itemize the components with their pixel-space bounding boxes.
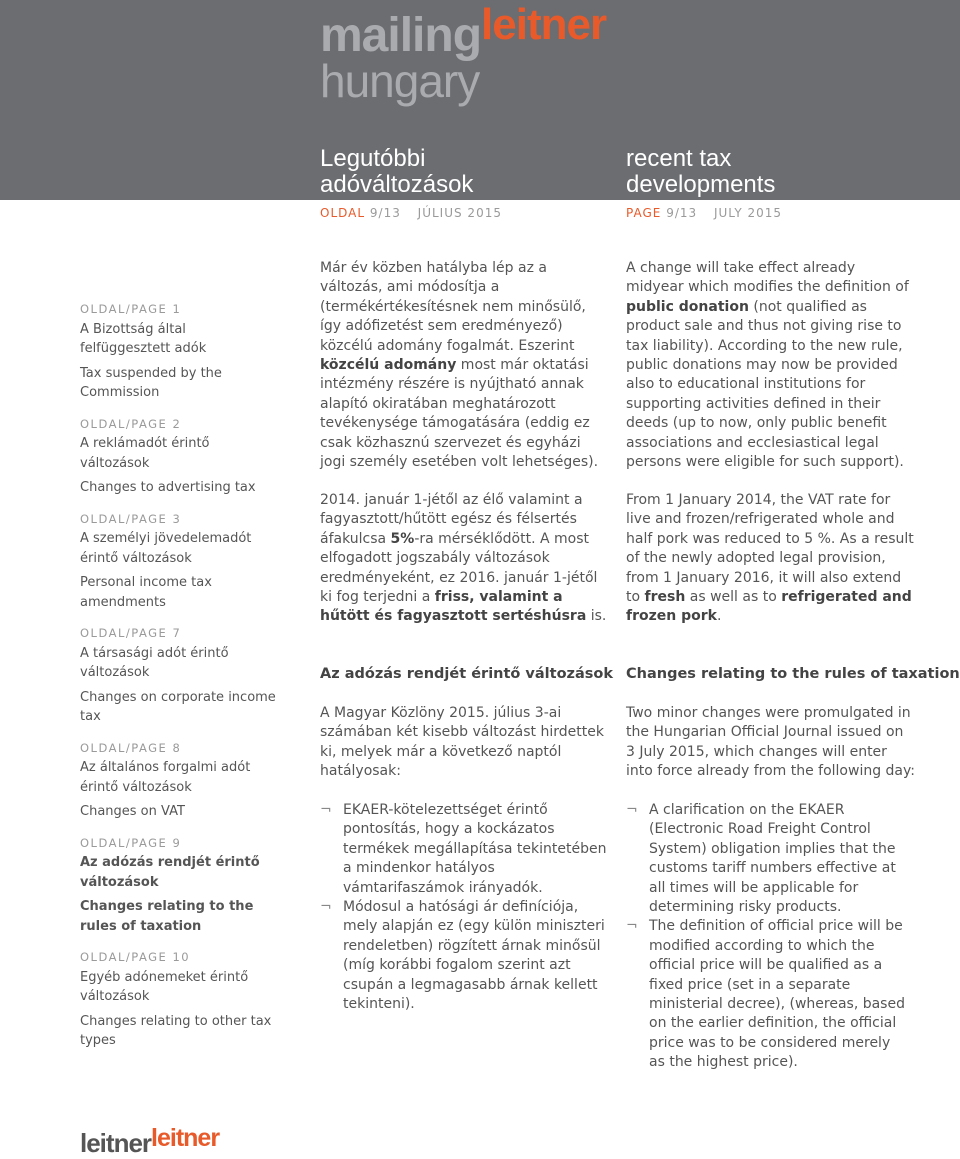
toc-title-hu: Az általános forgalmi adót érintő változások xyxy=(80,760,251,795)
toc-title-hu: A reklámadót érintő változások xyxy=(80,436,210,471)
toc-page-label: OLDAL/PAGE 8 xyxy=(80,740,182,755)
list-item: ¬ A clarification on the EKAER (Electronic Road Freight Control System) obligation implies that the customs tariff numbers effective at all times will be applicable for determining risky products. xyxy=(626,802,896,916)
footer-logo xyxy=(80,1124,220,1159)
footer-logo-dark: leitner xyxy=(80,1128,152,1158)
title-hu-line2: adóváltozások xyxy=(320,171,474,198)
toc-title-en: Changes relating to other tax types xyxy=(80,1013,272,1048)
toc-entry-page-3[interactable] xyxy=(80,510,280,613)
toc-entry-page-7[interactable] xyxy=(80,624,280,727)
toc-title-en: Tax suspended by the Commission xyxy=(80,365,222,400)
header-band xyxy=(0,0,960,200)
brand-mailing: mailing xyxy=(320,9,482,62)
en-paragraph-1: A change will take effect already midyear which modifies the definition of public donation (not qualified as product sale and thus not giving rise to tax liability). According to the new rule, public donations may now be provided also to educational institutions for supporting activities defined in their deeds (up to now, only public benefit associations and ecclesiastical legal persons were eligible for such support). xyxy=(626,260,909,471)
page-date-hu: JÚLIUS 2015 xyxy=(417,206,502,220)
toc-page-label: OLDAL/PAGE 10 xyxy=(80,950,191,964)
bullet-mark: ¬ xyxy=(320,802,332,818)
bullet-mark: ¬ xyxy=(320,899,332,916)
toc-page-label: OLDAL/PAGE 3 xyxy=(80,511,182,526)
footer-logo-orange: leitner xyxy=(151,1124,220,1152)
brand-leitner: leitner xyxy=(481,0,607,49)
en-paragraph-2: From 1 January 2014, the VAT rate for live and frozen/refrigerated whole and half pork was reduced to 5 %. As a result of the newly adopted legal provision, from 1 January 2016, it will also extend to fresh as well as to refrigerated and frozen pork. xyxy=(626,492,914,625)
toc-page-label: OLDAL/PAGE 9 xyxy=(80,835,182,850)
hu-bullet-list xyxy=(320,801,610,1014)
page-number-hu: 9/13 xyxy=(369,206,401,220)
toc-entry-page-1[interactable] xyxy=(80,300,280,403)
page-number-en: 9/13 xyxy=(666,206,698,220)
bullet-mark: ¬ xyxy=(626,802,638,818)
list-item: ¬ EKAER-kötelezettséget érintő pontosítás, hogy a kockázatos termékek megállapítása tekintetében a mindenkor hatályos vámtarifaszámok irányadók. xyxy=(320,802,607,896)
toc-title-hu: A Bizottság által felfüggesztett adók xyxy=(80,321,207,356)
hu-section-title: Az adózás rendjét érintő változások xyxy=(320,666,613,682)
toc-title-hu: Egyéb adónemeket érintő változások xyxy=(80,969,249,1004)
en-bullet-list xyxy=(626,801,906,1073)
toc-title-hu: Az adózás rendjét érintő változások xyxy=(80,855,260,890)
page-indicator-hu xyxy=(320,206,502,220)
toc-title-en: Changes to advertising tax xyxy=(80,480,256,495)
toc-page-label: OLDAL/PAGE 2 xyxy=(80,416,182,431)
list-item: ¬ Módosul a hatósági ár definíciója, mely alapján ez (egy külön miniszteri rendeletben) rögzített árnak minősül (míg korábbi fogalom szerint azt csupán a legmagasabb árnak kellett tekinteni). xyxy=(320,899,605,1013)
brand-hungary: hungary xyxy=(320,55,480,107)
en-paragraph-3: Two minor changes were promulgated in the Hungarian Official Journal issued on 3 July 2015, which changes will enter into force already from the following day: xyxy=(626,705,915,780)
page-indicator-en xyxy=(626,206,782,220)
page-label-en: PAGE xyxy=(626,206,662,220)
toc-entry-page-2[interactable] xyxy=(80,415,280,498)
title-en-line2: developments xyxy=(626,171,776,198)
title-en xyxy=(626,146,775,198)
toc-title-en: Personal income tax amendments xyxy=(80,575,212,610)
toc-title-en: Changes on VAT xyxy=(80,804,185,819)
hu-paragraph-1: Már év közben hatályba lép az a változás, ami módosítja a (termékértékesítésnek nem minősülő, így adófizetést sem eredményező) közcélú adomány fogalmát. Eszerint közcélú adomány most már oktatási intézmény részére is nyújtható annak alapító okiratában meghatározott tevékenysége támogatására (eddig ez csak közhasznú szervezet és egyházi jogi személy esetében volt lehetséges). xyxy=(320,260,599,471)
toc-title-hu: A társasági adót érintő változások xyxy=(80,645,229,680)
bullet-mark: ¬ xyxy=(626,918,638,935)
toc-entry-page-8[interactable] xyxy=(80,739,280,822)
page-date-en: JULY 2015 xyxy=(713,206,783,220)
hu-paragraph-2: 2014. január 1-jétől az élő valamint a fagyasztott/hűtött egész és félsertés áfakulcsa 5%-ra mérséklődött. A most elfogadott jogszabály változások eredményeként, ez 2016. január 1-jétől ki fog terjedni a friss, valamint a hűtött és fagyasztott sertéshúsra is. xyxy=(320,492,607,625)
toc-title-en: Changes on corporate income tax xyxy=(80,689,276,724)
toc-entry-page-9[interactable] xyxy=(80,834,280,937)
page-label-hu: OLDAL xyxy=(320,206,366,220)
table-of-contents xyxy=(80,300,280,1063)
title-hu xyxy=(320,146,473,198)
toc-title-hu: A személyi jövedelemadót érintő változások xyxy=(80,531,252,566)
title-en-line1: recent tax xyxy=(626,145,732,172)
title-hu-line1: Legutóbbi xyxy=(320,145,426,172)
toc-page-label: OLDAL/PAGE 7 xyxy=(80,626,182,640)
toc-title-en: Changes relating to the rules of taxation xyxy=(80,899,254,934)
hu-paragraph-3: A Magyar Közlöny 2015. július 3-ai számában két kisebb változást hirdettek ki, melyek már a következő naptól hatályosak: xyxy=(320,705,604,780)
toc-entry-page-10[interactable] xyxy=(80,948,280,1051)
toc-page-label: OLDAL/PAGE 1 xyxy=(80,302,182,316)
list-item: ¬ The definition of official price will be modified according to which the official price will be qualified as a fixed price (set in a separate ministerial decree), (whereas, based on the earlier definition, the official price was to be considered merely as the highest price). xyxy=(626,918,905,1071)
en-section-title: Changes relating to the rules of taxation xyxy=(626,666,960,682)
